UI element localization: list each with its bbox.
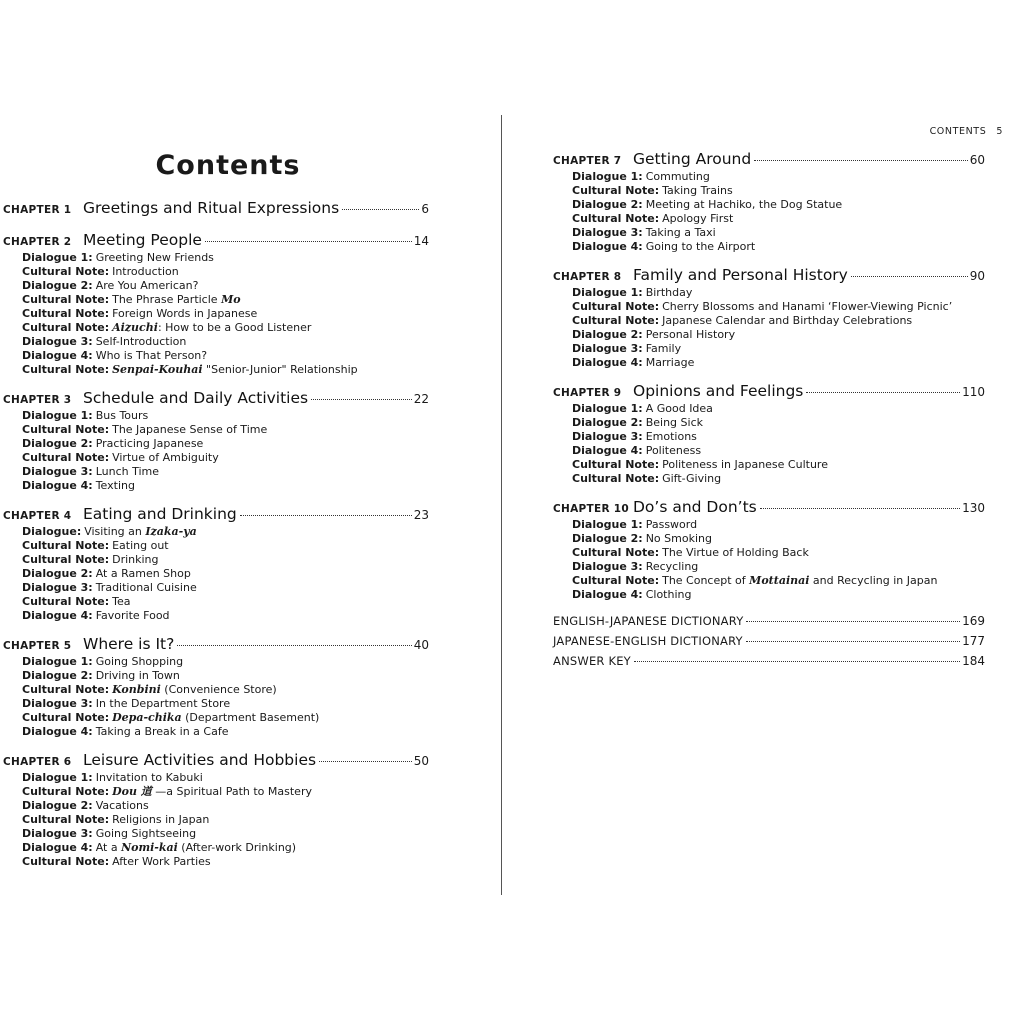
entry-label: Dialogue 1: (22, 409, 93, 422)
entry-text: Practicing Japanese (95, 437, 204, 450)
toc-chapter (553, 150, 985, 254)
dot-leader (634, 661, 960, 662)
chapter-title: Schedule and Daily Activities (83, 389, 309, 407)
chapter-number: CHAPTER 7 (553, 155, 622, 167)
dot-leader (806, 392, 960, 393)
entry-label: Cultural Note: (572, 472, 660, 485)
toc-entry[interactable] (572, 458, 985, 472)
entry-japanese-term: Konbini (112, 683, 161, 696)
chapter-number: CHAPTER 3 (3, 394, 72, 406)
toc-entry[interactable] (572, 560, 985, 574)
entry-label: Dialogue 3: (572, 342, 643, 355)
toc-entry[interactable] (572, 416, 985, 430)
chapter-number: CHAPTER 1 (3, 204, 72, 216)
entry-text: Eating out (112, 539, 169, 552)
toc-entry[interactable] (22, 595, 429, 609)
back-matter-page-number: 169 (962, 614, 985, 628)
toc-entry[interactable] (572, 356, 985, 370)
chapter-title: Getting Around (633, 150, 752, 168)
entry-label: Dialogue 4: (572, 240, 643, 253)
toc-entry[interactable] (22, 655, 429, 669)
toc-entry[interactable] (22, 813, 429, 827)
toc-entry[interactable] (22, 827, 429, 841)
entry-label: Cultural Note: (22, 307, 110, 320)
toc-entry[interactable] (572, 184, 985, 198)
chapter-number: CHAPTER 4 (3, 510, 72, 522)
chapter-title: Greetings and Ritual Expressions (83, 199, 340, 217)
entry-text: Taking Trains (662, 184, 733, 197)
back-matter-label: ANSWER KEY (553, 654, 631, 668)
toc-entry[interactable] (22, 711, 429, 725)
chapter-title: Meeting People (83, 231, 202, 249)
entry-text: Favorite Food (95, 609, 170, 622)
entry-text: In the Department Store (95, 697, 231, 710)
entry-text: Marriage (645, 356, 695, 369)
entry-text: Vacations (95, 799, 149, 812)
chapter-heading-line[interactable] (3, 389, 429, 409)
toc-entry[interactable] (572, 212, 985, 226)
entry-label: Cultural Note: (22, 265, 110, 278)
entry-label: Cultural Note: (572, 574, 660, 587)
entry-text: The Japanese Sense of Time (112, 423, 268, 436)
entry-label: Dialogue 4: (22, 725, 93, 738)
entry-label: Dialogue 1: (22, 655, 93, 668)
toc-entry[interactable] (22, 567, 429, 581)
entry-text: and Recycling in Japan (809, 574, 938, 587)
entry-text: The Concept of (662, 574, 750, 587)
toc-entry[interactable] (572, 198, 985, 212)
entry-label: Dialogue 4: (22, 349, 93, 362)
toc-entry[interactable] (572, 430, 985, 444)
entry-label: Cultural Note: (22, 363, 110, 376)
toc-chapter (3, 389, 429, 493)
entry-label: Dialogue 4: (22, 609, 93, 622)
entry-label: Cultural Note: (572, 212, 660, 225)
entry-text: Clothing (645, 588, 692, 601)
chapter-entries (22, 771, 429, 869)
chapter-page-number: 40 (413, 638, 429, 652)
back-matter-page-number: 177 (962, 634, 985, 648)
chapter-entries (22, 525, 429, 623)
toc-entry[interactable] (22, 335, 429, 349)
back-matter-page-number: 184 (962, 654, 985, 668)
toc-entry[interactable] (22, 349, 429, 363)
entry-label: Dialogue 1: (22, 251, 93, 264)
toc-entry[interactable] (22, 683, 429, 697)
entry-text: The Virtue of Holding Back (662, 546, 809, 559)
toc-entry[interactable] (22, 785, 429, 799)
entry-text: At a (95, 841, 122, 854)
entry-label: Dialogue 2: (22, 669, 93, 682)
toc-entry[interactable] (22, 553, 429, 567)
entry-text: Greeting New Friends (95, 251, 214, 264)
entry-label: Dialogue 3: (22, 827, 93, 840)
entry-text: Self-Introduction (95, 335, 187, 348)
entry-text: Meeting at Hachiko, the Dog Statue (645, 198, 843, 211)
chapter-number: CHAPTER 8 (553, 271, 622, 283)
toc-entry[interactable] (22, 251, 429, 265)
page-number: 5 (996, 126, 1003, 137)
dot-leader (205, 241, 412, 242)
toc-entry[interactable] (22, 841, 429, 855)
entry-text: Taking a Taxi (645, 226, 716, 239)
running-head-section: CONTENTS (929, 126, 987, 137)
dot-leader (319, 761, 412, 762)
entry-label: Cultural Note: (22, 539, 110, 552)
chapter-heading-line[interactable] (553, 150, 985, 170)
toc-entry[interactable] (22, 479, 429, 493)
dot-leader (177, 645, 411, 646)
entry-label: Dialogue 4: (22, 479, 93, 492)
page-title: Contents (155, 150, 301, 181)
entry-label: Dialogue 1: (572, 518, 643, 531)
entry-text: (Convenience Store) (160, 683, 277, 696)
entry-label: Cultural Note: (22, 451, 110, 464)
entry-label: Cultural Note: (22, 553, 110, 566)
chapter-page-number: 6 (421, 202, 429, 216)
chapter-heading-line[interactable] (553, 266, 985, 286)
entry-label: Dialogue 2: (22, 279, 93, 292)
entry-text: Politeness (645, 444, 702, 457)
entry-label: Dialogue 2: (572, 328, 643, 341)
entry-japanese-term: Nomi-kai (121, 841, 178, 854)
chapter-title: Where is It? (83, 635, 175, 653)
chapter-number: CHAPTER 2 (3, 236, 72, 248)
toc-left-column (3, 199, 429, 881)
entry-text: Traditional Cuisine (95, 581, 197, 594)
entry-label: Dialogue 1: (572, 402, 643, 415)
entry-text: Going Shopping (95, 655, 184, 668)
toc-entry[interactable] (572, 546, 985, 560)
entry-label: Cultural Note: (572, 314, 660, 327)
chapter-title: Eating and Drinking (83, 505, 237, 523)
entry-text: A Good Idea (645, 402, 713, 415)
chapter-heading-line[interactable] (553, 498, 985, 518)
entry-label: Cultural Note: (572, 546, 660, 559)
toc-chapter (3, 199, 429, 219)
entry-label: Dialogue 2: (572, 532, 643, 545)
entry-label: Dialogue 4: (572, 588, 643, 601)
entry-japanese-term: Depa-chika (112, 711, 182, 724)
back-matter-item[interactable] (553, 614, 985, 634)
entry-text: After Work Parties (112, 855, 211, 868)
chapter-heading-line[interactable] (3, 199, 429, 219)
entry-label: Cultural Note: (572, 458, 660, 471)
toc-entry[interactable] (22, 293, 429, 307)
entry-label: Cultural Note: (22, 683, 110, 696)
chapter-page-number: 130 (962, 501, 985, 515)
dot-leader (311, 399, 412, 400)
entry-text: Being Sick (645, 416, 703, 429)
chapter-entries (572, 518, 985, 602)
chapter-number: CHAPTER 9 (553, 387, 622, 399)
entry-text: Foreign Words in Japanese (112, 307, 258, 320)
entry-label: Dialogue 3: (572, 430, 643, 443)
toc-entry[interactable] (22, 321, 429, 335)
dot-leader (754, 160, 968, 161)
entry-label: Dialogue 2: (22, 799, 93, 812)
entry-text: Recycling (645, 560, 699, 573)
entry-text: Bus Tours (95, 409, 149, 422)
right-page (503, 0, 1009, 1009)
entry-text: Cherry Blossoms and Hanami ‘Flower-Viewing Picnic’ (662, 300, 953, 313)
entry-label: Cultural Note: (22, 293, 110, 306)
entry-text: Drinking (112, 553, 159, 566)
chapter-heading-line[interactable] (3, 751, 429, 771)
toc-entry[interactable] (572, 314, 985, 328)
chapter-title: Do’s and Don’ts (633, 498, 757, 516)
entry-label: Dialogue 4: (572, 444, 643, 457)
entry-japanese-term: Dou 道 (112, 785, 152, 798)
entry-label: Dialogue 3: (22, 697, 93, 710)
toc-entry[interactable] (572, 402, 985, 416)
left-page (0, 0, 500, 1009)
dot-leader (746, 621, 960, 622)
toc-entry[interactable] (22, 265, 429, 279)
toc-chapter (3, 751, 429, 869)
running-head (930, 126, 1003, 137)
chapter-title: Leisure Activities and Hobbies (83, 751, 317, 769)
back-matter-label: ENGLISH-JAPANESE DICTIONARY (553, 614, 744, 628)
entry-text: Invitation to Kabuki (95, 771, 203, 784)
chapter-page-number: 22 (413, 392, 429, 406)
entry-text: —a Spiritual Path to Mastery (151, 785, 312, 798)
entry-label: Dialogue 3: (22, 465, 93, 478)
entry-text: Tea (112, 595, 131, 608)
toc-chapter (3, 505, 429, 623)
entry-text: Introduction (112, 265, 179, 278)
chapter-number: CHAPTER 5 (3, 640, 72, 652)
dot-leader (760, 508, 960, 509)
toc-entry[interactable] (22, 363, 429, 377)
toc-entry[interactable] (572, 342, 985, 356)
toc-chapter (553, 382, 985, 486)
toc-chapter (3, 231, 429, 377)
entry-text: The Phrase Particle (112, 293, 222, 306)
entry-label: Cultural Note: (22, 595, 110, 608)
chapter-entries (22, 409, 429, 493)
toc-entry[interactable] (572, 444, 985, 458)
toc-entry[interactable] (22, 799, 429, 813)
entry-label: Cultural Note: (572, 300, 660, 313)
chapter-page-number: 14 (413, 234, 429, 248)
entry-japanese-term: Aizuchi (112, 321, 158, 334)
page-gutter-divider (501, 115, 502, 895)
toc-entry[interactable] (22, 855, 429, 869)
toc-chapter (553, 266, 985, 370)
toc-entry[interactable] (22, 423, 429, 437)
chapter-title: Opinions and Feelings (633, 382, 804, 400)
entry-text: : How to be a Good Listener (157, 321, 312, 334)
entry-text: Going Sightseeing (95, 827, 197, 840)
chapter-entries (22, 251, 429, 377)
toc-entry[interactable] (22, 697, 429, 711)
toc-entry[interactable] (572, 328, 985, 342)
entry-text: Gift-Giving (662, 472, 722, 485)
entry-label: Cultural Note: (22, 813, 110, 826)
entry-text: Apology First (662, 212, 734, 225)
chapter-entries (572, 170, 985, 254)
entry-label: Dialogue 2: (572, 198, 643, 211)
entry-text: (Department Basement) (181, 711, 320, 724)
entry-label: Cultural Note: (22, 423, 110, 436)
entry-label: Dialogue 2: (22, 437, 93, 450)
entry-text: Who is That Person? (95, 349, 208, 362)
toc-entry[interactable] (572, 286, 985, 300)
entry-text: At a Ramen Shop (95, 567, 191, 580)
dot-leader (342, 209, 419, 210)
entry-japanese-term: Izaka-ya (145, 525, 197, 538)
entry-japanese-term: Mottainai (749, 574, 810, 587)
back-matter-item[interactable] (553, 634, 985, 654)
chapter-number: CHAPTER 10 (553, 503, 630, 515)
entry-label: Dialogue 1: (22, 771, 93, 784)
entry-text: No Smoking (645, 532, 712, 545)
toc-entry[interactable] (22, 279, 429, 293)
entry-text: Visiting an (84, 525, 146, 538)
entry-text: Japanese Calendar and Birthday Celebrations (662, 314, 913, 327)
entry-label: Dialogue 2: (572, 416, 643, 429)
entry-japanese-term: Senpai-Kouhai (112, 363, 203, 376)
entry-label: Dialogue 3: (22, 335, 93, 348)
toc-entry[interactable] (572, 532, 985, 546)
entry-label: Cultural Note: (22, 711, 110, 724)
back-matter-list (553, 614, 985, 674)
toc-entry[interactable] (22, 465, 429, 479)
toc-entry[interactable] (22, 409, 429, 423)
entry-text: Birthday (645, 286, 693, 299)
entry-text: Taking a Break in a Cafe (95, 725, 229, 738)
toc-entry[interactable] (22, 725, 429, 739)
entry-text: Politeness in Japanese Culture (662, 458, 828, 471)
entry-label: Dialogue 4: (572, 356, 643, 369)
entry-text: Are You American? (95, 279, 199, 292)
back-matter-label: JAPANESE-ENGLISH DICTIONARY (553, 634, 743, 648)
entry-text: Virtue of Ambiguity (112, 451, 219, 464)
toc-entry[interactable] (572, 472, 985, 486)
entry-label: Dialogue 2: (22, 567, 93, 580)
chapter-page-number: 60 (969, 153, 985, 167)
toc-entry[interactable] (22, 669, 429, 683)
entry-label: Cultural Note: (22, 321, 110, 334)
toc-entry[interactable] (572, 518, 985, 532)
toc-entry[interactable] (22, 451, 429, 465)
chapter-page-number: 50 (413, 754, 429, 768)
entry-label: Dialogue: (22, 525, 82, 538)
toc-entry[interactable] (572, 170, 985, 184)
entry-text: Driving in Town (95, 669, 180, 682)
entry-label: Cultural Note: (22, 855, 110, 868)
entry-text: Going to the Airport (645, 240, 756, 253)
back-matter-item[interactable] (553, 654, 985, 674)
toc-entry[interactable] (22, 581, 429, 595)
dot-leader (851, 276, 968, 277)
toc-chapter (3, 635, 429, 739)
entry-label: Cultural Note: (572, 184, 660, 197)
entry-text: "Senior-Junior" Relationship (202, 363, 358, 376)
entry-label: Dialogue 1: (572, 286, 643, 299)
toc-right-column (553, 150, 985, 674)
chapter-title: Family and Personal History (633, 266, 848, 284)
toc-entry[interactable] (22, 771, 429, 785)
entry-label: Dialogue 1: (572, 170, 643, 183)
chapter-heading-line[interactable] (3, 231, 429, 251)
chapter-heading-line[interactable] (3, 635, 429, 655)
entry-label: Dialogue 3: (572, 226, 643, 239)
toc-entry[interactable] (22, 539, 429, 553)
chapter-entries (572, 402, 985, 486)
entry-text: Family (645, 342, 682, 355)
entry-label: Dialogue 4: (22, 841, 93, 854)
toc-chapter (553, 498, 985, 602)
toc-entry[interactable] (22, 307, 429, 321)
toc-entry[interactable] (572, 574, 985, 588)
entry-text: Personal History (645, 328, 736, 341)
toc-entry[interactable] (572, 300, 985, 314)
entry-text: (After-work Drinking) (177, 841, 297, 854)
entry-label: Dialogue 3: (22, 581, 93, 594)
entry-label: Dialogue 3: (572, 560, 643, 573)
entry-text: Commuting (645, 170, 710, 183)
chapter-heading-line[interactable] (3, 505, 429, 525)
dot-leader (240, 515, 412, 516)
entry-text: Password (645, 518, 698, 531)
toc-entry[interactable] (572, 240, 985, 254)
toc-entry[interactable] (22, 609, 429, 623)
toc-entry[interactable] (572, 226, 985, 240)
toc-entry[interactable] (572, 588, 985, 602)
entry-japanese-term: Mo (221, 293, 241, 306)
chapter-number: CHAPTER 6 (3, 756, 72, 768)
entry-text: Religions in Japan (112, 813, 210, 826)
chapter-page-number: 90 (969, 269, 985, 283)
chapter-heading-line[interactable] (553, 382, 985, 402)
dot-leader (746, 641, 960, 642)
chapter-entries (22, 655, 429, 739)
chapter-entries (572, 286, 985, 370)
entry-text: Lunch Time (95, 465, 160, 478)
toc-entry[interactable] (22, 525, 429, 539)
entry-text: Emotions (645, 430, 697, 443)
entry-label: Cultural Note: (22, 785, 110, 798)
chapter-page-number: 23 (413, 508, 429, 522)
chapter-page-number: 110 (962, 385, 985, 399)
entry-text: Texting (95, 479, 135, 492)
toc-entry[interactable] (22, 437, 429, 451)
